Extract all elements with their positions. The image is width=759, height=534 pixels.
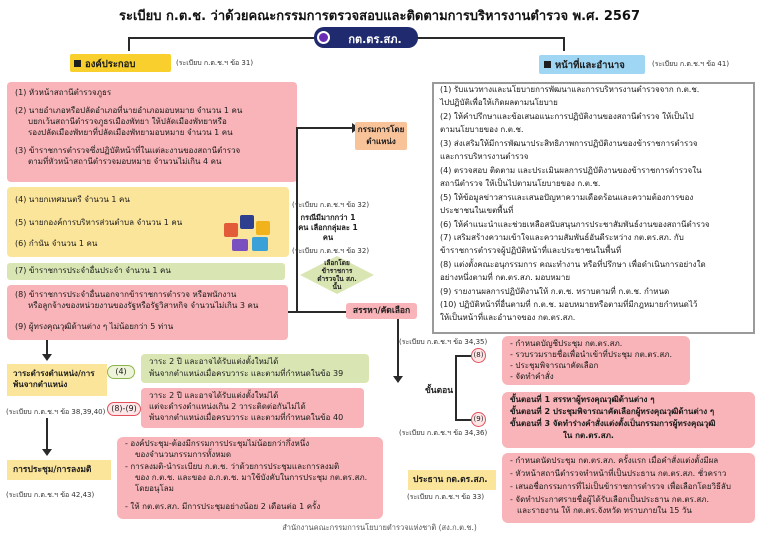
dot-icon bbox=[74, 60, 81, 67]
meeting-header-box bbox=[7, 460, 111, 480]
chair-box bbox=[502, 453, 755, 523]
official-committee-box bbox=[355, 122, 407, 150]
ref-34-36: (ระเบียบ ก.ต.ช.ฯ ข้อ 34,36) bbox=[399, 429, 488, 437]
step-9-item: ใน กต.ตร.สภ. bbox=[563, 431, 614, 440]
recruit-text: สรรหา/คัดเลือก bbox=[352, 306, 411, 316]
duty-item: (9) รายงานผลการปฏิบัติงานให้ ก.ต.ช. ทราบตามที่ ก.ต.ช. กำหนด bbox=[440, 287, 670, 296]
down-arrow-icon bbox=[393, 376, 403, 383]
footer-text: สำนักงานคณะกรรมการนโยบายตำรวจแห่งชาติ (สง.ก.ต.ช.) bbox=[282, 523, 477, 532]
step-8-box bbox=[502, 336, 690, 385]
meeting-item: ของจำนวนกรรมการทั้งหมด bbox=[135, 450, 232, 459]
center-label-text: กต.ตร.สภ. bbox=[348, 33, 402, 46]
duty-item: สถานีตำรวจ ให้เป็นไปตามนโยบายของ ก.ต.ช. bbox=[440, 179, 601, 188]
term-89-line: พ้นจากตำแหน่งเมื่อครบวาระ และตามที่กำหนดในข้อ 40 bbox=[149, 413, 344, 422]
steps-branch-8 bbox=[455, 355, 471, 357]
comp-item-2b: บยกเว้นสถานีตำรวจภูธรเมืองพัทยา ให้ปลัดเมืองพัทยาหรือ bbox=[28, 117, 227, 126]
step-9-item: ขั้นตอนที่ 3 จัดทำร่างคำสั่งแต่งตั้งเป็นกรรมการผู้ทรงคุณวุฒิ bbox=[510, 419, 716, 428]
meeting-item: - องค์ประชุม-ต้องมีกรรมการประชุมไม่น้อยกว่ากึ่งหนึ่ง bbox=[125, 439, 310, 448]
term-ref: (ระเบียบ ก.ต.ช.ฯ ข้อ 38,39,40) bbox=[6, 408, 106, 416]
top-connector-right-drop bbox=[563, 37, 565, 51]
steps-branch-line bbox=[455, 355, 457, 420]
meeting-header-text: การประชุม/การลงมติ bbox=[13, 465, 92, 475]
more-than-one-note bbox=[296, 213, 360, 243]
page-title: ระเบียบ ก.ต.ช. ว่าด้วยคณะกรรมการตรวจสอบและติดตามการบริหารงานตำรวจ พ.ศ. 2567 bbox=[119, 9, 640, 24]
duty-item: (2) ให้คำปรึกษาและข้อเสนอแนะการปฏิบัติงานของสถานีตำรวจ ให้เป็นไป bbox=[440, 112, 694, 121]
term-89-line: วาระ 2 ปี และอาจได้รับแต่งตั้งใหม่ได้ bbox=[149, 391, 279, 400]
duties-header bbox=[539, 55, 645, 74]
step-8-item: - กำหนดบัญชีประชุม กต.ตร.สภ. bbox=[510, 339, 623, 348]
duty-item: ประชาชนในเขตพื้นที่ bbox=[440, 206, 514, 215]
comp-item-7: (7) ข้าราชการประจำอื่นประจำ จำนวน 1 คน bbox=[15, 266, 171, 275]
term-89-badge: (8)-(9) bbox=[107, 402, 141, 416]
comp-item-5: (5) นายกองค์การบริหารส่วนตำบล จำนวน 1 คน bbox=[15, 218, 183, 227]
chair-header-box bbox=[408, 470, 496, 490]
duty-item: อย่างหนึ่งตามที่ กต.ตร.สภ. มอบหมาย bbox=[440, 273, 571, 282]
step-8-badge: (8) bbox=[471, 348, 486, 363]
term-4-box bbox=[141, 354, 369, 383]
duty-item: (6) ให้คำแนะนำและช่วยเหลือสนับสนุนการประชาสัมพันธ์งานของสถานีตำรวจ bbox=[440, 220, 710, 229]
recruit-down-line bbox=[397, 319, 399, 377]
duty-item: (7) เสริมสร้างความเข้าใจและความสัมพันธ์อันดีระหว่าง กต.ตร.สภ. กับ bbox=[440, 233, 684, 242]
chair-header-text: ประธาน กต.ตร.สภ. bbox=[413, 475, 488, 485]
step-9-item: ขั้นตอนที่ 1 สรรหาผู้ทรงคุณวุฒิด้านต่าง ๆ bbox=[510, 395, 655, 404]
puzzle-team-illustration bbox=[218, 209, 284, 255]
duty-item: (3) ส่งเสริมให้มีการพัฒนาประสิทธิภาพการปฏิบัติงานของข้าราชการตำรวจ bbox=[440, 139, 698, 148]
duty-item: และการบริหารงานตำรวจ bbox=[440, 152, 529, 161]
term-header-text: วาระดำรงตำแหน่ง/การพ้นจากตำแหน่ง bbox=[13, 369, 95, 389]
recruit-box bbox=[346, 303, 417, 319]
meeting-box bbox=[117, 437, 383, 519]
steps-branch-9 bbox=[455, 419, 471, 421]
choose-official-diamond bbox=[300, 256, 374, 294]
step-9-box bbox=[502, 392, 755, 448]
comp-item-9: (9) ผู้ทรงคุณวุฒิด้านต่าง ๆ ไม่น้อยกว่า 5 ท่าน bbox=[15, 322, 174, 331]
term-89-box bbox=[141, 388, 364, 428]
chair-item: - จัดทำประกาศรายชื่อผู้ได้รับเลือกเป็นประธาน กต.ตร.สภ. bbox=[510, 495, 710, 504]
duty-item: (4) ตรวจสอบ ติดตาม และประเมินผลการปฏิบัติงานของข้าราชการตำรวจใน bbox=[440, 166, 702, 175]
chair-item: - หัวหน้าสถานีตำรวจทำหน้าที่เป็นประธาน กต.ตร.สภ. ชั่วคราว bbox=[510, 469, 727, 478]
duty-item: ข้าราชการตำรวจผู้ปฏิบัติหน้าที่และประชาชนในพื้นที่ bbox=[440, 246, 622, 255]
comp-item-3b: ตามที่หัวหน้าสถานีตำรวจมอบหมาย จำนวนไม่เกิน 4 คน bbox=[28, 157, 222, 166]
composition-header-text: องค์ประกอบ bbox=[85, 59, 136, 70]
chair-item: - กำหนดนัดประชุม กต.ตร.สภ. ครั้งแรก เมื่อคำสั่งแต่งตั้งมีผล bbox=[510, 456, 719, 465]
steps-label: ขั้นตอน bbox=[425, 386, 454, 396]
center-dot-icon bbox=[317, 31, 330, 44]
meeting-item: - การลงมติ-นำระเบียบ ก.ต.ช. ว่าด้วยการประชุมและการลงมติ bbox=[125, 462, 340, 471]
down-arrow-icon bbox=[42, 449, 52, 456]
duty-item: (8) แต่งตั้งคณะอนุกรรมการ คณะทำงาน หรือที่ปรึกษา เพื่อดำเนินการอย่างใด bbox=[440, 260, 706, 269]
step-9-badge: (9) bbox=[471, 412, 486, 427]
composition-group-3 bbox=[7, 263, 285, 280]
center-label-box bbox=[314, 27, 418, 48]
duty-item: ตามนโยบายของ ก.ต.ช. bbox=[440, 125, 524, 134]
composition-group-4 bbox=[7, 285, 288, 340]
meeting-item: ของ ก.ต.ช. และของ อ.ก.ต.ช. มาใช้บังคับในการประชุม กต.ตร.สภ. bbox=[135, 473, 368, 482]
choose-official-text: เลือกโดยข้าราชการตำรวจใน สภ. นั้น bbox=[317, 259, 357, 291]
duty-item: ไปปฏิบัติเพื่อให้เกิดผลตามนโยบาย bbox=[440, 98, 558, 107]
ref-32-a: (ระเบียบ ก.ต.ช.ฯ ข้อ 32) bbox=[292, 201, 370, 209]
comp-item-4: (4) นายกเทศมนตรี จำนวน 1 คน bbox=[15, 195, 130, 204]
step-8-item: - จัดทำคำสั่ง bbox=[510, 372, 554, 381]
chair-item: - เสนอชื่อกรรมการที่ไม่เป็นข้าราชการตำรวจ เพื่อเลือกโดยวิธีลับ bbox=[510, 482, 731, 491]
comp-item-8: (8) ข้าราชการประจำอื่นนอกจากข้าราชการตำรวจ หรือพนักงาน bbox=[15, 290, 237, 299]
term-4-badge: (4) bbox=[107, 365, 135, 379]
conn-group1-line bbox=[297, 127, 355, 129]
term-89-line: แต่จะดำรงตำแหน่งเกิน 2 วาระติดต่อกันไม่ได้ bbox=[149, 402, 306, 411]
comp-item-8b: หรือลูกจ้างของหน่วยงานของรัฐหรือรัฐวิสาหกิจ จำนวนไม่เกิน 3 คน bbox=[28, 301, 259, 310]
ref-34-35: (ระเบียบ ก.ต.ช.ฯ ข้อ 34,35) bbox=[399, 338, 488, 346]
step-8-item: - รวบรวมรายชื่อเพื่อนำเข้าที่ประชุม กต.ตร.สภ. bbox=[510, 350, 673, 359]
term-down-line bbox=[46, 418, 48, 451]
comp-item-2c: รองปลัดเมืองพัทยาที่ปลัดเมืองพัทยามอบหมาย จำนวน 1 คน bbox=[28, 128, 233, 137]
comp-item-2: (2) นายอำเภอหรือปลัดอำเภอที่นายอำเภอมอบหมาย จำนวน 1 คน bbox=[15, 106, 243, 115]
step-8-item: - ประชุมพิจารณาคัดเลือก bbox=[510, 361, 599, 370]
comp-item-3: (3) ข้าราชการตำรวจซึ่งปฏิบัติหน้าที่ในแต่ละงานของสถานีตำรวจ bbox=[15, 146, 241, 155]
meeting-item: โดยอนุโลม bbox=[135, 484, 174, 493]
dot-icon bbox=[544, 61, 551, 68]
duties-box bbox=[432, 82, 755, 334]
duty-item: (5) ให้ข้อมูลข่าวสารและเสนอปัญหาความเดือดร้อนและความต้องการของ bbox=[440, 193, 694, 202]
conn-group4-line bbox=[288, 311, 348, 313]
term-header-box bbox=[7, 364, 107, 396]
duty-item: (1) รับแนวทางและนโยบายการพัฒนาและการบริหารงานตำรวจจาก ก.ต.ช. bbox=[440, 85, 700, 94]
term-4-line: พ้นจากตำแหน่งเมื่อครบวาระ และตามที่กำหนดในข้อ 39 bbox=[149, 369, 344, 378]
duty-item: ให้เป็นหน้าที่และอำนาจของ กต.ตร.สภ. bbox=[440, 313, 576, 322]
meeting-ref: (ระเบียบ ก.ต.ช.ฯ ข้อ 42,43) bbox=[6, 491, 95, 499]
more-than-one-text: กรณีมีมากกว่า 1 คน เลือกกลุ่มละ 1 คน bbox=[298, 213, 358, 242]
ref-32-b: (ระเบียบ ก.ต.ช.ฯ ข้อ 32) bbox=[292, 247, 370, 255]
composition-ref: (ระเบียบ ก.ต.ช.ฯ ข้อ 31) bbox=[176, 59, 254, 67]
duty-item: (10) ปฏิบัติหน้าที่อื่นตามที่ ก.ต.ช. มอบหมายหรือตามที่มีกฎหมายกำหนดไว้ bbox=[440, 300, 698, 309]
comp-item-6: (6) กำนัน จำนวน 1 คน bbox=[15, 239, 98, 248]
top-connector-left-drop bbox=[128, 37, 130, 51]
down-arrow-icon bbox=[42, 354, 52, 361]
duties-header-text: หน้าที่และอำนาจ bbox=[555, 60, 625, 71]
chair-ref: (ระเบียบ ก.ต.ช.ฯ ข้อ 33) bbox=[407, 493, 485, 501]
chair-item: และรายงาน ให้ กต.ตร.จังหวัด ทราบภายใน 15 วัน bbox=[517, 506, 692, 515]
composition-header bbox=[70, 54, 171, 72]
duties-ref: (ระเบียบ ก.ต.ช.ฯ ข้อ 41) bbox=[652, 60, 730, 68]
comp-item-1: (1) หัวหน้าสถานีตำรวจภูธร bbox=[15, 88, 112, 97]
meeting-item: - ให้ กต.ตร.สภ. มีการประชุมอย่างน้อย 2 เดือนต่อ 1 ครั้ง bbox=[125, 502, 321, 511]
term-4-line: วาระ 2 ปี และอาจได้รับแต่งตั้งใหม่ได้ bbox=[149, 357, 279, 366]
official-committee-text: กรรมการโดยตำแหน่ง bbox=[357, 125, 405, 146]
step-9-item: ขั้นตอนที่ 2 ประชุมพิจารณาคัดเลือกผู้ทรงคุณวุฒิด้านต่าง ๆ bbox=[510, 407, 715, 416]
composition-group-1 bbox=[7, 82, 297, 182]
